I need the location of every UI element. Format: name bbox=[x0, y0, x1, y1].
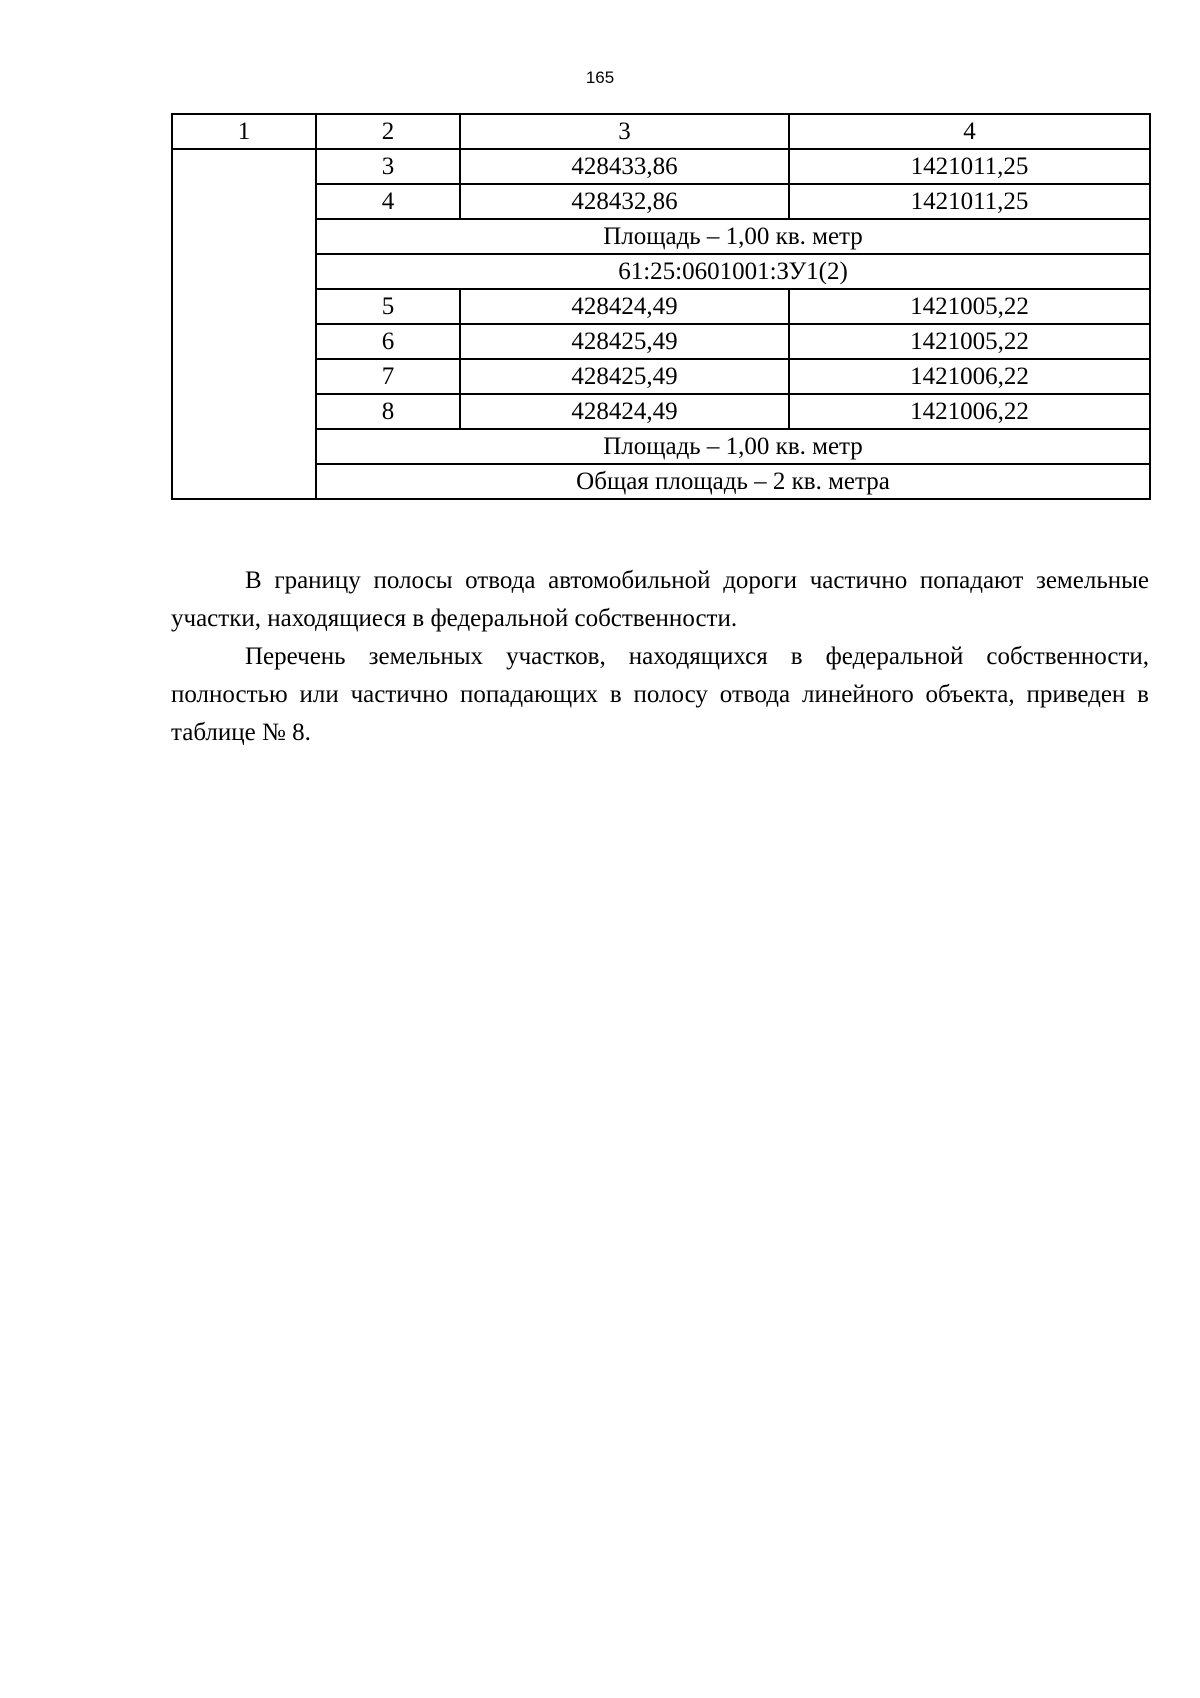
total-area-cell: Общая площадь – 2 кв. метра bbox=[316, 464, 1150, 499]
y-coordinate-cell: 1421011,25 bbox=[789, 184, 1150, 219]
x-coordinate-cell: 428424,49 bbox=[460, 289, 789, 324]
x-coordinate-cell: 428433,86 bbox=[460, 149, 789, 184]
plot-area-cell: Площадь – 1,00 кв. метр bbox=[316, 219, 1150, 254]
table-row bbox=[172, 394, 1150, 429]
point-number-cell: 4 bbox=[316, 184, 460, 219]
paragraph: В границу полосы отвода автомобильной дороги частично попадают земельные участки, находящиеся в федеральной собственности. bbox=[171, 567, 1149, 632]
point-number-cell: 5 bbox=[316, 289, 460, 324]
table-row bbox=[172, 254, 1150, 289]
header-cell: 2 bbox=[316, 114, 460, 149]
plot-area-cell: Площадь – 1,00 кв. метр bbox=[316, 429, 1150, 464]
body-text bbox=[171, 562, 1149, 752]
header-cell: 1 bbox=[172, 114, 316, 149]
header-cell: 3 bbox=[460, 114, 789, 149]
table-header-row bbox=[172, 114, 1150, 149]
table-row bbox=[172, 359, 1150, 394]
point-number-cell: 8 bbox=[316, 394, 460, 429]
table-row bbox=[172, 219, 1150, 254]
x-coordinate-cell: 428425,49 bbox=[460, 359, 789, 394]
coordinates-table bbox=[171, 113, 1151, 500]
x-coordinate-cell: 428432,86 bbox=[460, 184, 789, 219]
table-row bbox=[172, 149, 1150, 184]
merged-empty-cell bbox=[172, 149, 316, 499]
y-coordinate-cell: 1421005,22 bbox=[789, 289, 1150, 324]
paragraph: Перечень земельных участков, находящихся в федеральной собственности, полностью или частично попадающих в полосу отвода линейного объекта, приведен в таблице № 8. bbox=[171, 643, 1149, 746]
y-coordinate-cell: 1421005,22 bbox=[789, 324, 1150, 359]
table-row bbox=[172, 289, 1150, 324]
table-row bbox=[172, 429, 1150, 464]
point-number-cell: 3 bbox=[316, 149, 460, 184]
table-row bbox=[172, 324, 1150, 359]
y-coordinate-cell: 1421006,22 bbox=[789, 394, 1150, 429]
header-cell: 4 bbox=[789, 114, 1150, 149]
point-number-cell: 6 bbox=[316, 324, 460, 359]
table-row bbox=[172, 464, 1150, 499]
x-coordinate-cell: 428424,49 bbox=[460, 394, 789, 429]
y-coordinate-cell: 1421006,22 bbox=[789, 359, 1150, 394]
table-row bbox=[172, 184, 1150, 219]
point-number-cell: 7 bbox=[316, 359, 460, 394]
y-coordinate-cell: 1421011,25 bbox=[789, 149, 1150, 184]
cadastral-id-cell: 61:25:0601001:ЗУ1(2) bbox=[316, 254, 1150, 289]
page-number: 165 bbox=[585, 68, 615, 87]
x-coordinate-cell: 428425,49 bbox=[460, 324, 789, 359]
